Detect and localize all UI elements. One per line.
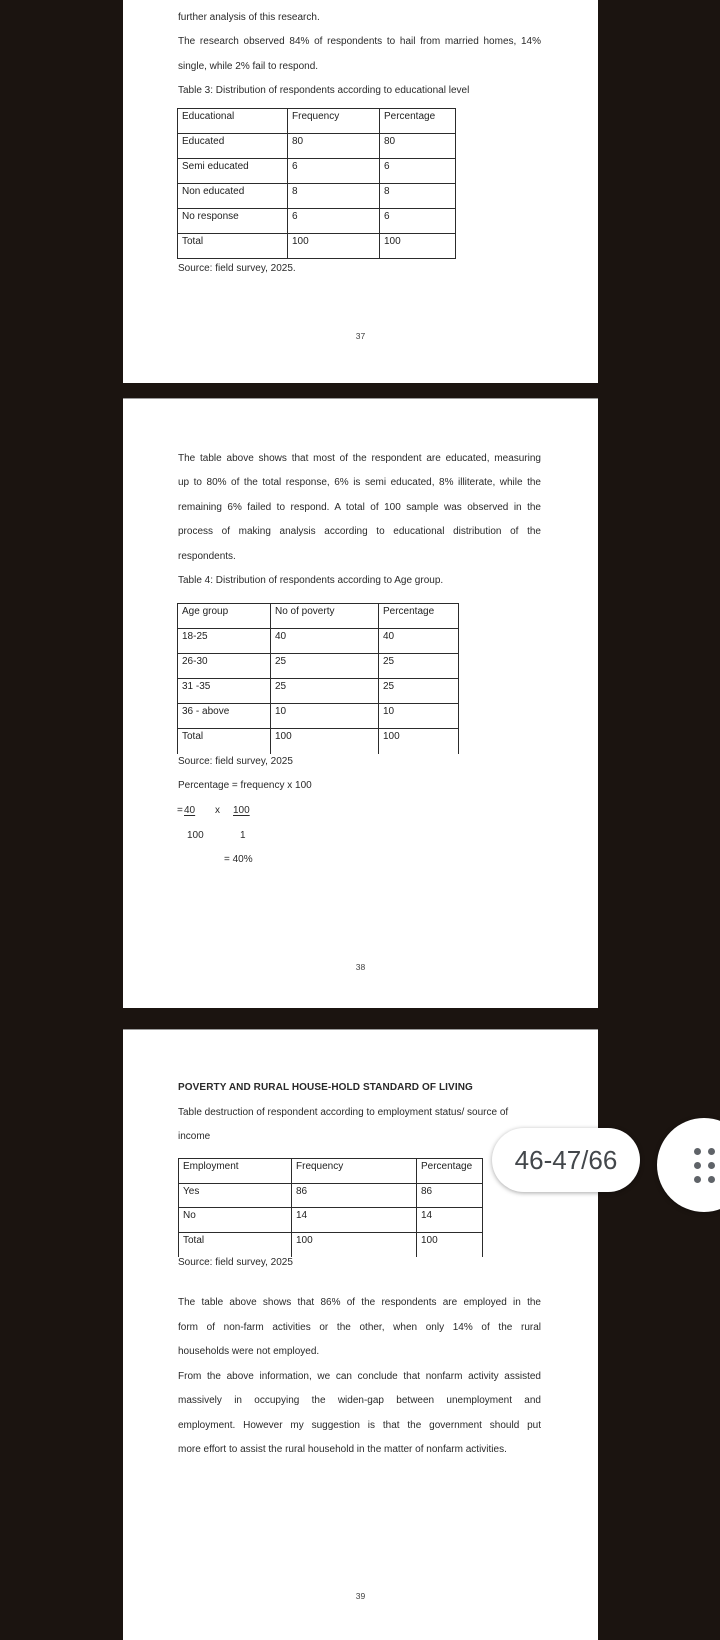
document-page-39[interactable] — [123, 1029, 598, 1640]
page-number: 38 — [355, 962, 366, 972]
table-cell: Employment — [179, 1159, 292, 1184]
formula-numerator: 40 — [184, 805, 196, 816]
table-source-note: Source: field survey, 2025 — [178, 756, 293, 767]
table-cell: 18-25 — [178, 629, 271, 654]
table-cell: Age group — [178, 604, 271, 629]
table-row — [179, 1208, 483, 1233]
text-line: form of non-farm activities or the other, when only 14% of the rural — [178, 1321, 541, 1333]
table-cell: Semi educated — [178, 159, 288, 184]
thumbnail-grid-button[interactable] — [657, 1118, 720, 1212]
page-number: 37 — [355, 331, 366, 341]
table-cell: 86 — [292, 1183, 417, 1208]
table-row — [178, 729, 459, 754]
table-cell: 8 — [380, 184, 456, 209]
table-cell: Total — [179, 1232, 292, 1257]
text-line: employment. However my suggestion is that the government should put — [178, 1419, 541, 1431]
formula-denominator: 1 — [240, 830, 246, 841]
table-cell: 100 — [292, 1232, 417, 1257]
page-number: 39 — [355, 1591, 366, 1601]
table-cell: 80 — [380, 134, 456, 159]
table-cell: 100 — [380, 234, 456, 259]
table-cell: Percentage — [379, 604, 459, 629]
table-cell: 100 — [379, 729, 459, 754]
text-line: further analysis of this research. — [178, 12, 320, 23]
text-line: From the above information, we can conclude that nonfarm activity assisted — [178, 1370, 541, 1382]
text-line: respondents. — [178, 550, 236, 562]
table-row — [179, 1183, 483, 1208]
text-line: single, while 2% fail to respond. — [178, 60, 319, 72]
document-page-38[interactable] — [123, 398, 598, 1008]
table-cell: 100 — [417, 1232, 483, 1257]
table-row — [178, 209, 456, 234]
page39-header-text — [178, 1076, 541, 1150]
table-cell: 10 — [379, 704, 459, 729]
table-cell: 6 — [288, 209, 380, 234]
table-cell: 36 - above — [178, 704, 271, 729]
table-cell: 40 — [271, 629, 379, 654]
table-cell: Frequency — [288, 109, 380, 134]
table-row — [178, 704, 459, 729]
formula-equals: = — [177, 805, 183, 816]
table-row — [178, 679, 459, 704]
table3-caption: Table 3: Distribution of respondents according to educational level — [178, 85, 470, 97]
table-cell: Educated — [178, 134, 288, 159]
table-cell: 31 -35 — [178, 679, 271, 704]
table-cell: 14 — [417, 1208, 483, 1233]
table-cell: 6 — [380, 159, 456, 184]
table-cell: 25 — [271, 654, 379, 679]
text-line: The table above shows that 86% of the respondents are employed in the — [178, 1297, 541, 1308]
text-line: remaining 6% failed to respond. A total of 100 sample was observed in the — [178, 501, 541, 513]
section-heading: POVERTY AND RURAL HOUSE-HOLD STANDARD OF LIVING — [178, 1082, 473, 1093]
table-header-row — [179, 1159, 483, 1184]
table-cell: 10 — [271, 704, 379, 729]
formula-title: Percentage = frequency x 100 — [178, 780, 312, 791]
table4-caption: Table 4: Distribution of respondents according to Age group. — [178, 574, 444, 586]
document-page-37[interactable] — [123, 0, 598, 383]
table-row — [178, 234, 456, 259]
table-cell: Percentage — [417, 1159, 483, 1184]
table-source-note: Source: field survey, 2025. — [178, 263, 296, 274]
table-cell: 6 — [288, 159, 380, 184]
table-cell: Percentage — [380, 109, 456, 134]
text-line: The table above shows that most of the respondent are educated, measuring — [178, 453, 541, 464]
table-row — [178, 184, 456, 209]
table-source-note: Source: field survey, 2025 — [178, 1257, 293, 1268]
table-cell: 25 — [271, 679, 379, 704]
table-cell: 6 — [380, 209, 456, 234]
table-cell: 40 — [379, 629, 459, 654]
table-cell: 100 — [288, 234, 380, 259]
table-cell: 80 — [288, 134, 380, 159]
table-cell: No of poverty — [271, 604, 379, 629]
formula-multiply: x — [215, 805, 220, 816]
education-table — [177, 108, 456, 259]
table-row — [178, 629, 459, 654]
table-cell: Educational — [178, 109, 288, 134]
table-cell: Non educated — [178, 184, 288, 209]
text-line: The research observed 84% of respondents to hail from married homes, 14% — [178, 36, 541, 48]
employment-table-caption: income — [178, 1131, 211, 1142]
table-cell: 25 — [379, 679, 459, 704]
page38-text — [178, 447, 541, 593]
table-cell: 86 — [417, 1183, 483, 1208]
employment-table-caption: Table destruction of respondent according to employment status/ source of — [178, 1106, 509, 1118]
formula-numerator: 100 — [233, 805, 250, 816]
grid-dots-icon — [694, 1148, 715, 1183]
text-line: massively in occupying the widen-gap between unemployment and — [178, 1395, 541, 1406]
text-line: up to 80% of the total response, 6% is semi educated, 8% illiterate, while the — [178, 477, 541, 489]
table-cell: Frequency — [292, 1159, 417, 1184]
table-row — [178, 134, 456, 159]
table-header-row — [178, 604, 459, 629]
table-row — [178, 654, 459, 679]
table-cell: Yes — [179, 1183, 292, 1208]
employment-table — [178, 1158, 483, 1257]
table-cell: No response — [178, 209, 288, 234]
formula-result: = 40% — [224, 854, 253, 865]
table-row — [178, 159, 456, 184]
text-line: process of making analysis according to educational distribution of the — [178, 526, 541, 538]
age-group-table — [177, 603, 459, 754]
text-line: more effort to assist the rural household in the matter of nonfarm activities. — [178, 1444, 507, 1455]
table-row — [179, 1232, 483, 1257]
table-cell: Total — [178, 729, 271, 754]
page-indicator-pill[interactable] — [492, 1128, 640, 1192]
table-cell: 8 — [288, 184, 380, 209]
formula-denominator: 100 — [187, 830, 204, 841]
page39-body-text — [178, 1291, 541, 1463]
table-cell: No — [179, 1208, 292, 1233]
page37-text — [178, 6, 541, 104]
page-indicator-text: 46-47/66 — [514, 1144, 618, 1175]
text-line: households were not employed. — [178, 1346, 320, 1357]
table-cell: 100 — [271, 729, 379, 754]
table-cell: 14 — [292, 1208, 417, 1233]
table-cell: Total — [178, 234, 288, 259]
table-cell: 26-30 — [178, 654, 271, 679]
table-cell: 25 — [379, 654, 459, 679]
table-header-row — [178, 109, 456, 134]
